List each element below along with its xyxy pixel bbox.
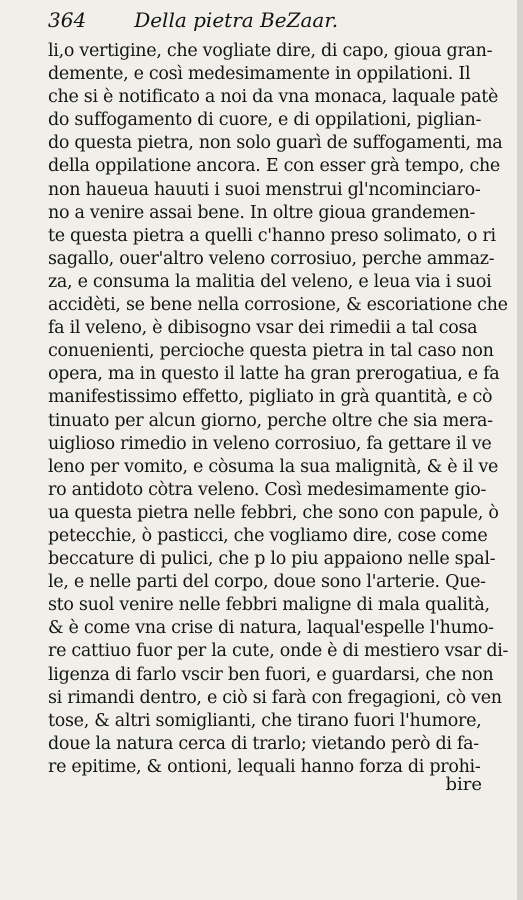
text-line: li,o vertigine, che vogliate dire, di capo, gioua gran- xyxy=(48,41,493,61)
text-line: re epitime, & ontioni, lequali hanno forza di prohi- xyxy=(48,756,481,777)
text-line: manifestissimo effetto, pigliato in grà quantità, e cò xyxy=(48,387,493,408)
text-line: do suffogamento di cuore, e di oppilationi, piglian- xyxy=(48,110,482,131)
text-line: accidèti, se bene nella corrosione, & escoriatione che xyxy=(48,295,508,316)
page-number: 364 xyxy=(48,8,87,32)
text-line: tose, & altri somiglianti, che tirano fuori l'humore, xyxy=(48,710,482,731)
text-line: za, e consuma la malitia del veleno, e leua via i suoi xyxy=(48,271,492,292)
text-line: si rimandi dentro, e ciò si farà con fregagioni, cò ven xyxy=(48,687,502,708)
text-line: fa il veleno, è dibisogno vsar dei rimedii a tal cosa xyxy=(48,318,478,339)
page-header xyxy=(48,0,488,40)
text-line: ligenza di farlo vscir ben fuori, e guardarsi, che non xyxy=(48,664,494,685)
text-line: & è come vna crise di natura, laqual'espelle l'humo- xyxy=(48,618,494,639)
text-line: re cattiuo fuor per la cute, onde è di mestiero vsar di- xyxy=(48,641,509,662)
text-line: doue la natura cerca di trarlo; vietando però di fa- xyxy=(48,733,479,754)
text-line: ua questa pietra nelle febbri, che sono con papule, ò xyxy=(48,502,499,523)
text-line: non haueua hauuti i suoi menstrui gl'ncominciaro- xyxy=(48,179,481,200)
text-line: demente, e così medesimamente in oppilationi. Il xyxy=(48,64,471,85)
text-block xyxy=(48,0,509,779)
running-title: Della pietra BeZaar. xyxy=(134,8,339,32)
text-line: tinuato per alcun giorno, perche oltre che sia mera- xyxy=(48,410,493,431)
text-line: opera, ma in questo il latte ha gran prerogatiua, e fa xyxy=(48,364,500,385)
body-text xyxy=(48,40,509,779)
text-line: petecchie, ò pasticci, che vogliamo dire, cose come xyxy=(48,525,488,546)
text-line: ro antidoto còtra veleno. Così medesimamente gio- xyxy=(48,479,487,500)
text-line: no a venire assai bene. In oltre gioua grandemen- xyxy=(48,202,476,223)
text-line: sagallo, ouer'altro veleno corrosiuo, perche ammaz- xyxy=(48,248,495,269)
text-line: le, e nelle parti del corpo, doue sono l'arterie. Que- xyxy=(48,572,486,593)
text-line: uiglioso rimedio in veleno corrosiuo, fa gettare il ve xyxy=(48,433,492,454)
text-line: beccature di pulici, che p lo piu appaiono nelle spal- xyxy=(48,549,496,570)
text-line: leno per vomito, e còsuma la sua malignità, & è il ve xyxy=(48,456,499,477)
text-line: che si è notificato a noi da vna monaca, laquale patè xyxy=(48,87,499,108)
text-line: della oppilatione ancora. E con esser grà tempo, che xyxy=(48,156,500,177)
text-line: sto suol venire nelle febbri maligne di mala qualità, xyxy=(48,595,490,616)
catchword: bire xyxy=(445,774,482,795)
text-line: conuenienti, percioche questa pietra in tal caso non xyxy=(48,341,494,362)
text-line: te questa pietra a quelli c'hanno preso solimato, o ri xyxy=(48,225,496,246)
text-line: do questa pietra, non solo guarì de suffogamenti, ma xyxy=(48,133,503,154)
